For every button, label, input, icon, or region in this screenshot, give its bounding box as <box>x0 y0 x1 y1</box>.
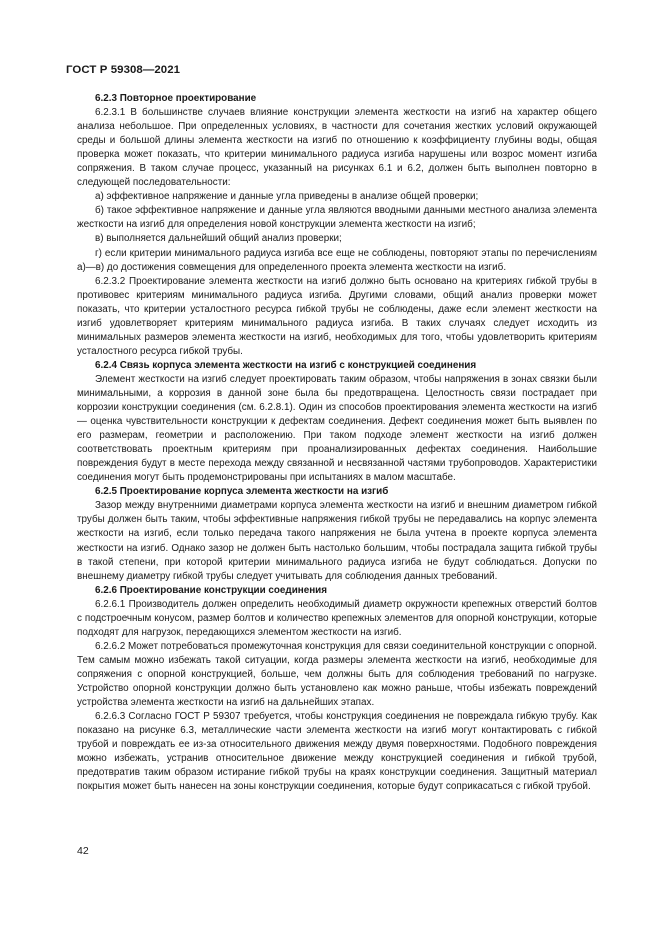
list-item-v: в) выполняется дальнейший общий анализ проверки; <box>95 233 342 245</box>
section-heading-6-2-6: 6.2.6 Проектирование конструкции соединения <box>95 584 328 596</box>
paragraph-6-2-6-2: 6.2.6.2 Может потребоваться промежуточная конструкция для связи соединительной конструкции с опорной. Тем самым можно избежать такой ситуации, когда размеры элемента жесткости на изгиб, необходимые для сопряжения с опорной конструкцией, больше, чем должны быть для соблюдения требований по нагрузке. Устройство опорной конструкции должно быть установлено как можно раньше, чтобы избежать повреждений устройства элемента жесткости на изгиб на дальнейших этапах. <box>77 640 597 709</box>
section-heading-6-2-4: 6.2.4 Связь корпуса элемента жесткости на изгиб с конструкцией соединения <box>95 359 477 371</box>
paragraph-6-2-4: Элемент жесткости на изгиб следует проектировать таким образом, чтобы напряжения в зонах связки были минимальными, а коррозия в данной зоне была бы предотвращена. Целостность связи пострадает при коррозии конструкции соединения (см. 6.2.8.1). Один из способов проектирования элемента жесткости на изгиб — оценка чувствительности конструкции к дефектам соединения. Дефект соединения может быть выявлен по его размерам, геометрии и расположению. При таком подходе элемент жесткости на изгиб должен соответствовать проектным критериям при проанализированных дефектах соединения. Наибольшие повреждения будут в месте перехода между связанной и несвязанной частями трубопроводов. Характеристики соединения могут быть продемонстрированы при испытаниях в малом масштабе. <box>77 373 597 484</box>
document-header: ГОСТ Р 59308—2021 <box>66 64 181 76</box>
section-heading-6-2-3: 6.2.3 Повторное проектирование <box>95 93 257 104</box>
document-body <box>77 92 597 794</box>
paragraph-6-2-5: Зазор между внутренними диаметрами корпуса элемента жесткости на изгиб и внешним диаметром гибкой трубы должен быть таким, чтобы эффективные напряжения гибкой трубы не передавались на корпус элемента жесткости на изгиб, если только передача такого напряжения не была учтена в проекте корпуса элемента жесткости на изгиб. Однако зазор не должен быть настолько большим, чтобы пострадала защита гибкой трубы в такой степени, при которой критерии минимального радиуса изгиба не будут соблюдаться. Допуски по внешнему диаметру гибкой трубы следует учитывать для соблюдения данных требований. <box>77 500 597 582</box>
paragraph-6-2-6-1: 6.2.6.1 Производитель должен определить необходимый диаметр окружности крепежных отверстий болтов с подстроечным конусом, размер болтов и количество крепежных элементов для опорной конструкции, которые подходят для нагрузок, передающихся элементом жесткости на изгиб. <box>77 598 597 638</box>
list-item-g: г) если критерии минимального радиуса изгиба все еще не соблюдены, повторяют этапы по перечислениям а)—в) до достижения совмещения для определенного проекта элемента жесткости на изгиб. <box>77 247 597 273</box>
page-number: 42 <box>77 845 89 857</box>
paragraph-6-2-3-1: 6.2.3.1 В большинстве случаев влияние конструкции элемента жесткости на изгиб на характер общего анализа небольшое. При определенных условиях, в частности для сочетания жестких условий окружающей среды и большой длины элемента жесткости на изгиб по отношению к коэффициенту глубины воды, общая проверка может показать, что критерии минимального радиуса изгиба нарушены или возрос момент изгиба сопряжения. В таком случае процесс, указанный на рисунках 6.1 и 6.2, должен быть выполнен повторно в следующей последовательности: <box>77 107 597 189</box>
list-item-b: б) такое эффективное напряжение и данные угла являются вводными данными местного анализа элемента жесткости на изгиб для определения новой конструкции элемента жесткости на изгиб; <box>77 205 597 231</box>
list-item-a: а) эффективное напряжение и данные угла приведены в анализе общей проверки; <box>95 191 479 203</box>
section-heading-6-2-5: 6.2.5 Проектирование корпуса элемента жесткости на изгиб <box>95 486 389 498</box>
paragraph-6-2-6-3: 6.2.6.3 Согласно ГОСТ Р 59307 требуется, чтобы конструкция соединения не повреждала гибкую трубу. Как показано на рисунке 6.3, металлические части элемента жесткости на изгиб могут контактировать с гибкой трубой и повреждать ее из-за относительного движения между двумя поверхностями. Подобного повреждения можно избежать, устранив относительное движение между конструкцией соединения и гибкой трубой, предотвратив таким образом истирание гибкой трубы на краях конструкции соединения. Защитный материал покрытия может быть нанесен на зоны конструкции соединения, которые будут соприкасаться с гибкой трубой. <box>77 711 597 793</box>
paragraph-6-2-3-2: 6.2.3.2 Проектирование элемента жесткости на изгиб должно быть основано на критериях гибкой трубы в противовес критериям минимального радиуса изгиба. Другими словами, общий анализ проверки может показать, что критерии усталостного ресурса гибкой трубы не соблюдены, даже если элемент жесткости на изгиб удовлетворяет критериям минимального радиуса изгиба. В таких случаях следует исходить из минимальных размеров элемента жесткости на изгиб, необходимых для того, чтобы удовлетворить критериям усталостного ресурса гибкой трубы. <box>77 275 597 357</box>
